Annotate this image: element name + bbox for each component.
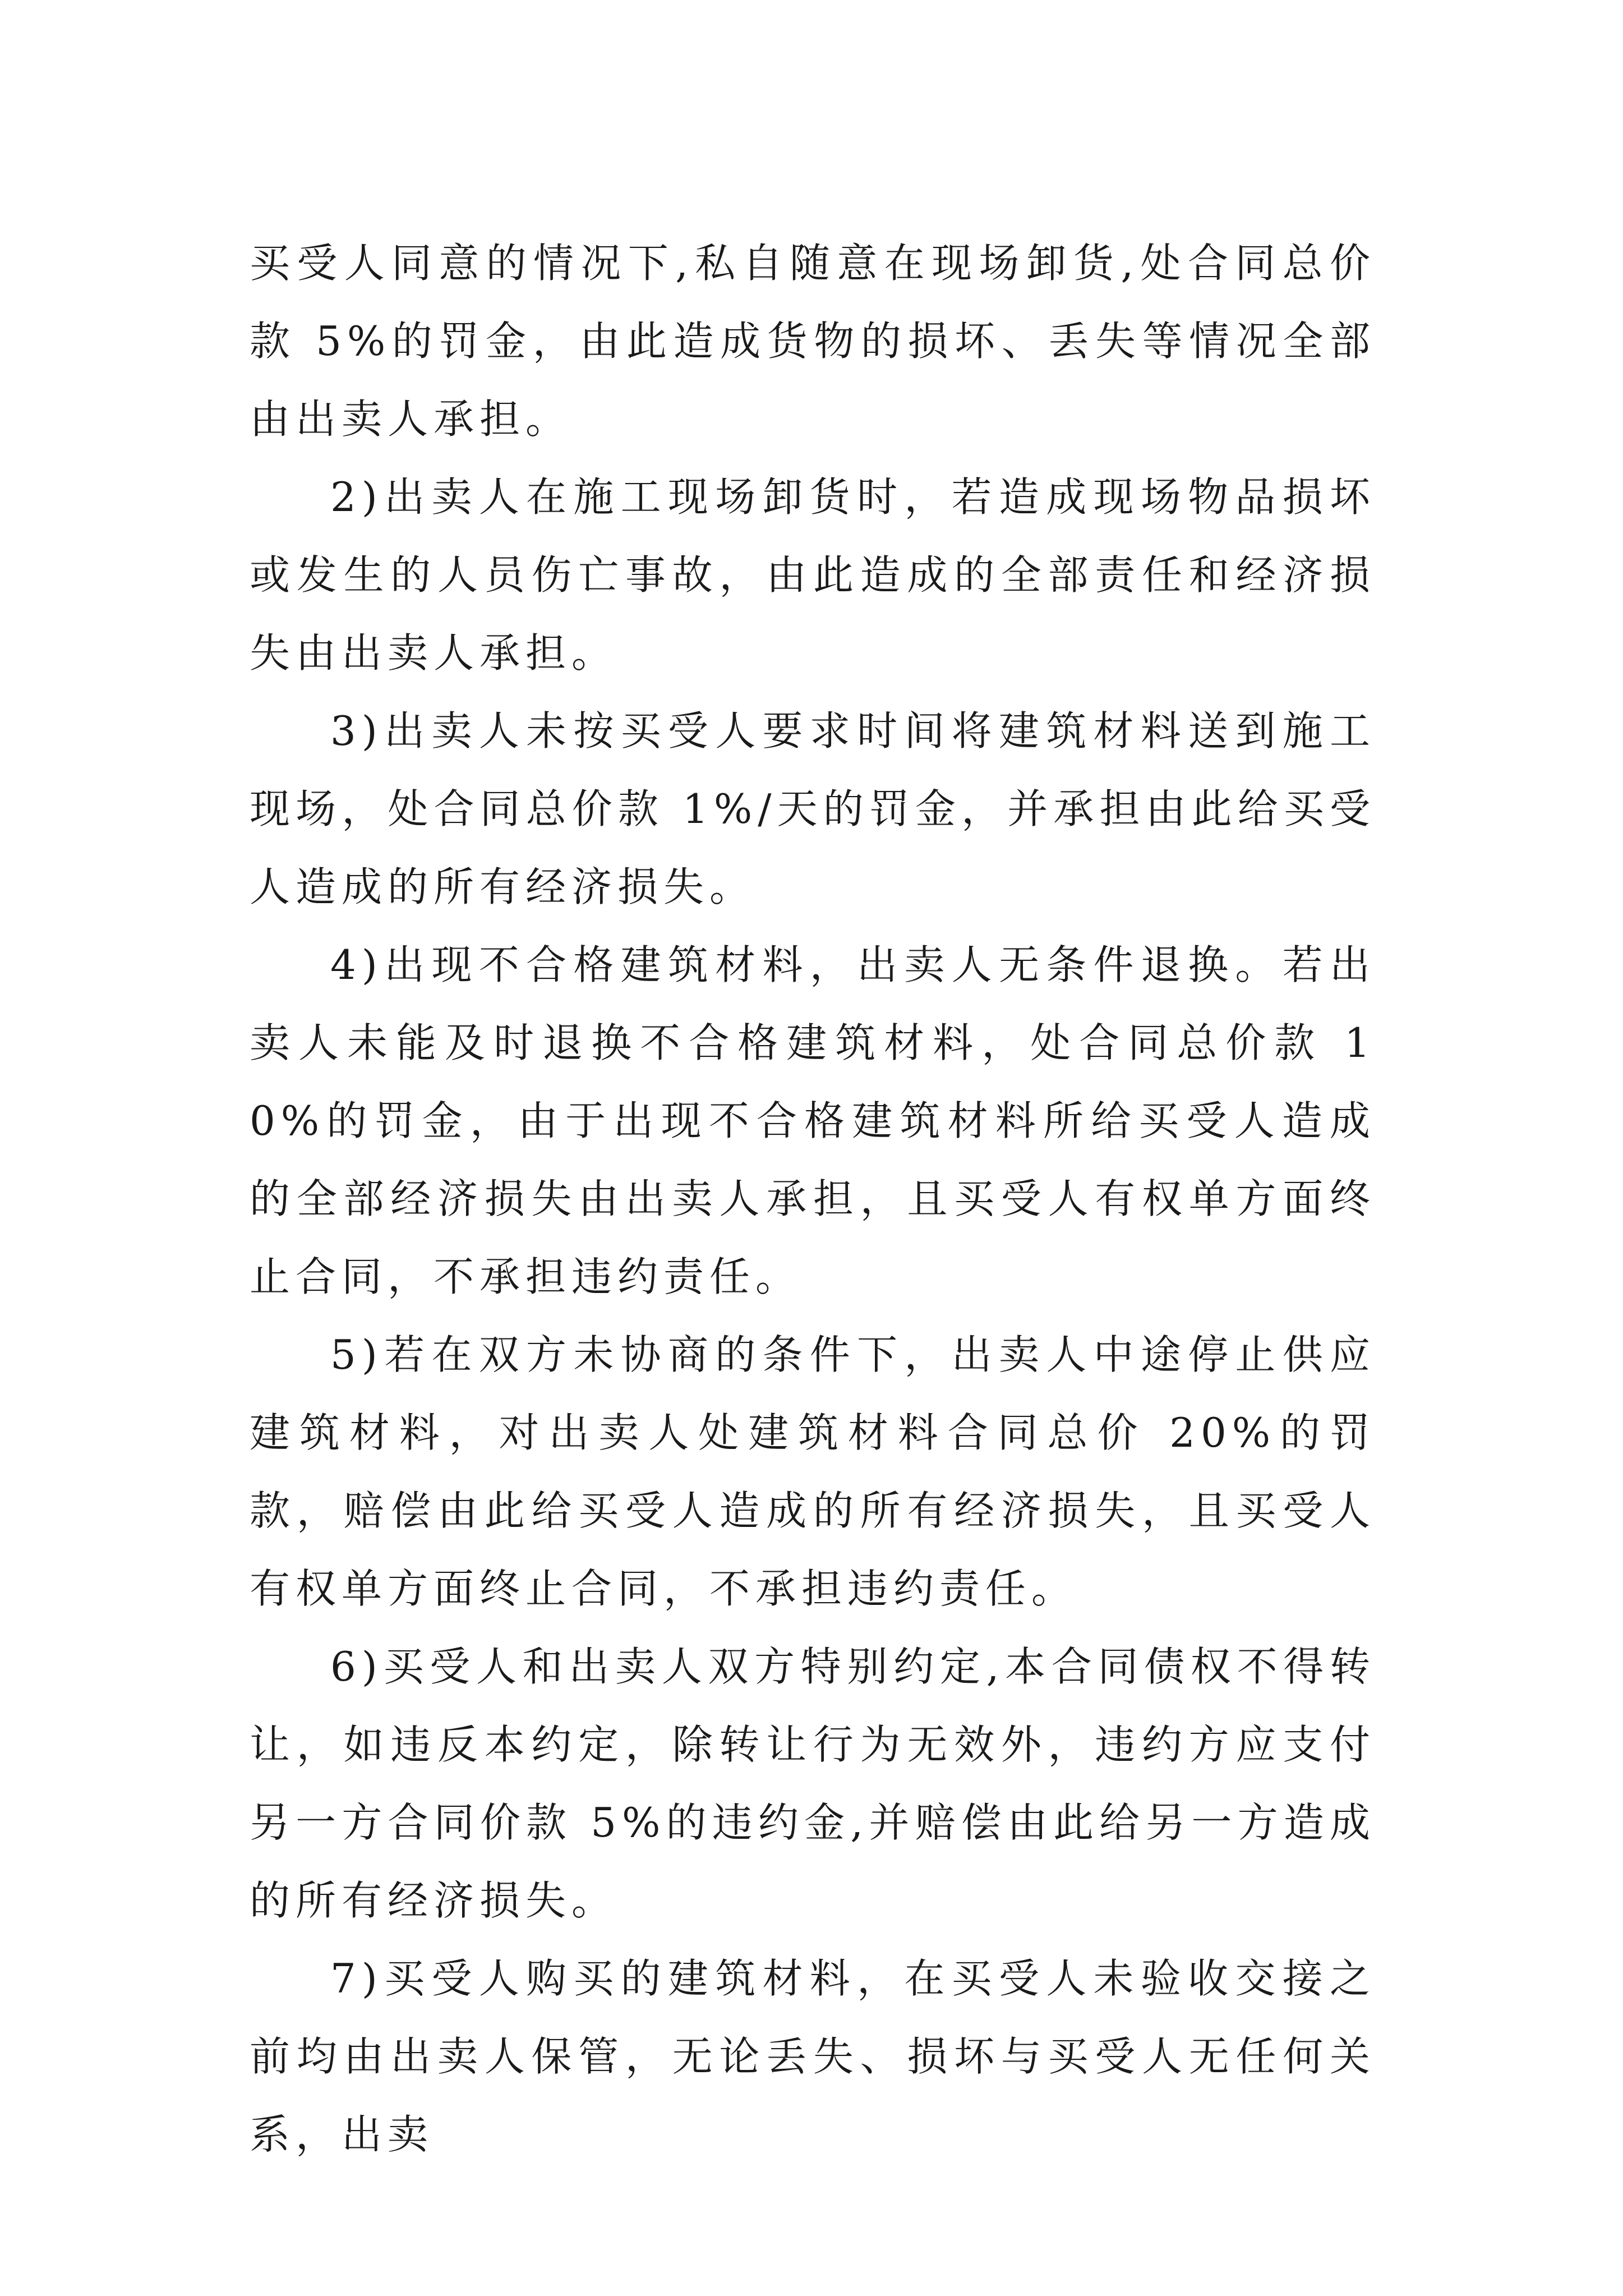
paragraph-clause-7: 7)买受人购买的建筑材料，在买受人未验收交接之前均由出卖人保管，无论丢失、损坏与买受人无任何关系，出卖	[250, 1955, 1376, 2158]
paragraph-clause-5: 5)若在双方未协商的条件下，出卖人中途停止供应建筑材料，对出卖人处建筑材料合同总价 20%的罚款，赔偿由此给买受人造成的所有经济损失，且买受人有权单方面终止合同，不承担违约责任。	[250, 1331, 1376, 1612]
document-body	[250, 224, 1376, 2174]
paragraph-clause-6: 6)买受人和出卖人双方特别约定,本合同债权不得转让，如违反本约定，除转让行为无效外，违约方应支付另一方合同价款 5%的违约金,并赔偿由此给另一方造成的所有经济损失。	[250, 1643, 1376, 1924]
paragraph-clause-4: 4)出现不合格建筑材料，出卖人无条件退换。若出卖人未能及时退换不合格建筑材料，处合同总价款 10%的罚金，由于出现不合格建筑材料所给买受人造成的全部经济损失由出卖人承担，且买受人有权单方面终止合同，不承担违约责任。	[250, 941, 1376, 1300]
paragraph-continuation: 买受人同意的情况下,私自随意在现场卸货,处合同总价款 5%的罚金，由此造成货物的损坏、丢失等情况全部由出卖人承担。	[250, 240, 1376, 443]
paragraph-clause-2: 2)出卖人在施工现场卸货时，若造成现场物品损坏或发生的人员伤亡事故，由此造成的全部责任和经济损失由出卖人承担。	[250, 473, 1376, 677]
paragraph-clause-3: 3)出卖人未按买受人要求时间将建筑材料送到施工现场，处合同总价款 1%/天的罚金，并承担由此给买受人造成的所有经济损失。	[250, 707, 1376, 910]
